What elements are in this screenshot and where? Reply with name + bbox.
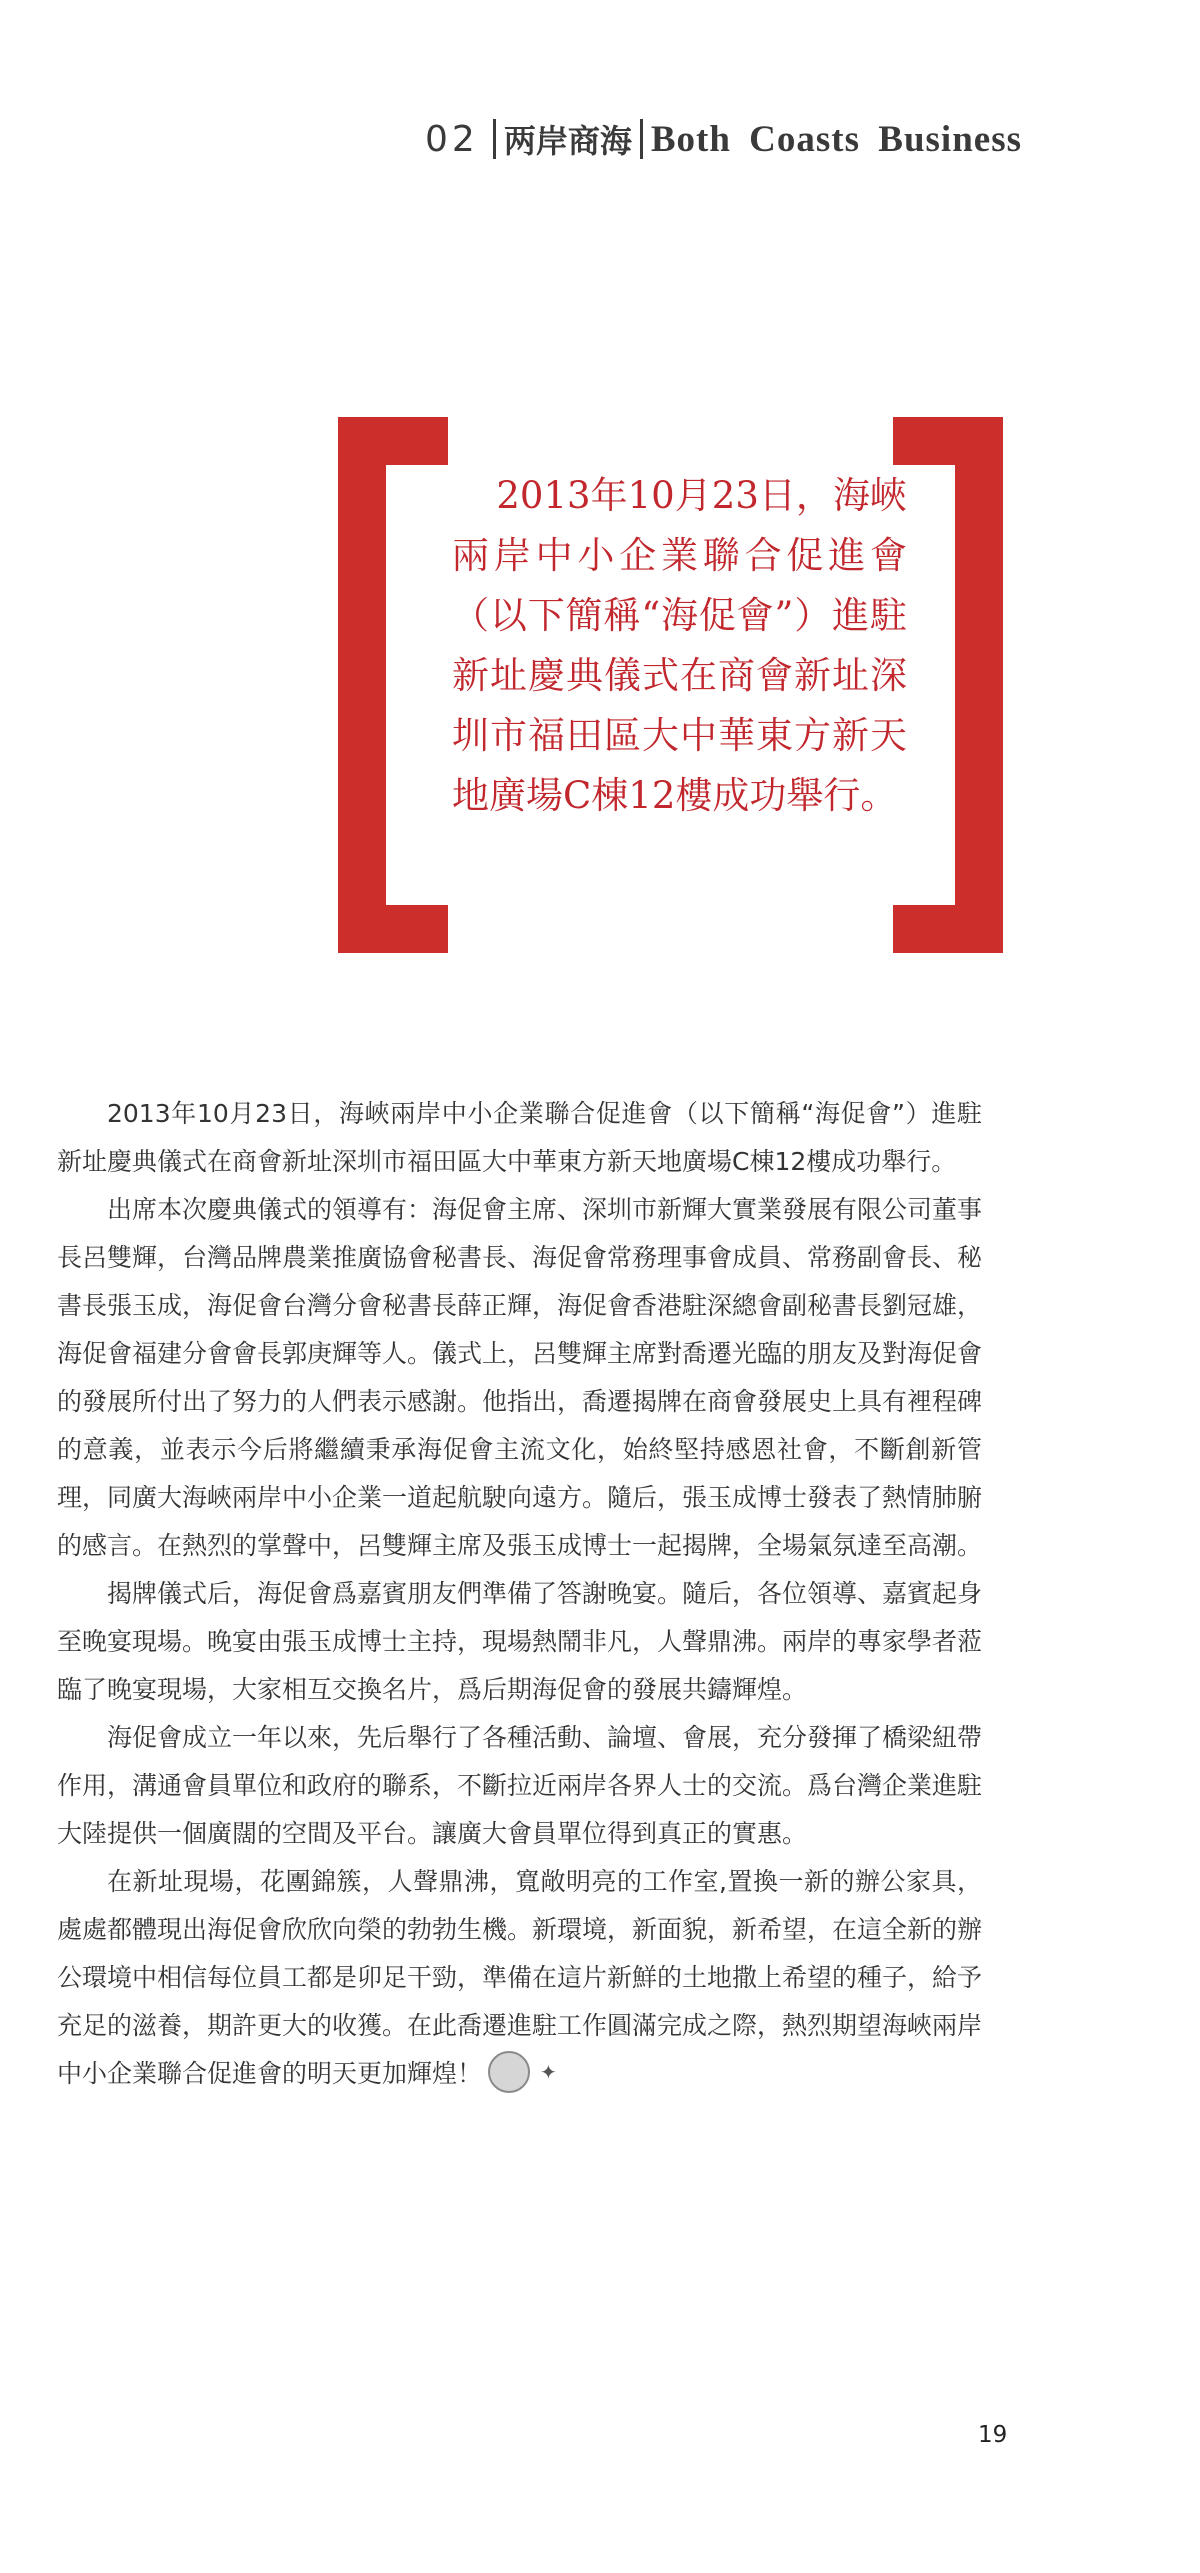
article-paragraph-last	[57, 1858, 982, 2098]
header-divider	[493, 119, 496, 159]
article-paragraph: 2013年10月23日，海峽兩岸中小企業聯合促進會（以下簡稱“海促會”）進駐新址慶典儀式在商會新址深圳市福田區大中華東方新天地廣場C棟12樓成功舉行。	[57, 1099, 982, 1176]
article-paragraph: 出席本次慶典儀式的領導有：海促會主席、深圳市新輝大實業發展有限公司董事長呂雙輝，台灣品牌農業推廣協會秘書長、海促會常務理事會成員、常務副會長、秘書長張玉成，海促會台灣分會秘書長薛正輝，海促會香港駐深總會副秘書長劉冠雄，海促會福建分會會長郭庚輝等人。儀式上，呂雙輝主席對喬遷光臨的朋友及對海促會的發展所付出了努力的人們表示感謝。他指出，喬遷揭牌在商會發展史上具有裡程碑的意義，並表示今后將繼續秉承海促會主流文化，始終堅持感恩社會，不斷創新管理，同廣大海峽兩岸中小企業一道起航駛向遠方。隨后，張玉成博士發表了熱情肺腑的感言。在熱烈的掌聲中，呂雙輝主席及張玉成博士一起揭牌，全場氣氛達至高潮。	[57, 1195, 983, 1560]
article-paragraph: 揭牌儀式后，海促會爲嘉賓朋友們準備了答謝晚宴。隨后，各位領導、嘉賓起身至晚宴現場。晚宴由張玉成博士主持，現場熱鬧非凡，人聲鼎沸。兩岸的專家學者蒞臨了晚宴現場，大家相互交換名片，爲后期海促會的發展共鑄輝煌。	[57, 1579, 983, 1704]
left-bracket-decoration	[338, 417, 448, 953]
section-number: 02	[425, 118, 479, 160]
section-title-en: Both Coasts Business	[650, 118, 1022, 160]
section-header	[425, 116, 1022, 162]
right-bracket-decoration	[893, 417, 1003, 953]
pull-quote: 2013年10月23日，海峽兩岸中小企業聯合促進會（以下簡稱“海促會”）進駐新址慶典儀式在商會新址深圳市福田區大中華東方新天地廣場C棟12樓成功舉行。	[452, 474, 907, 817]
article-body	[57, 1090, 982, 2098]
article-paragraph-text: 在新址現場，花團錦簇，人聲鼎沸，寬敞明亮的工作室,置換一新的辦公家具，處處都體現出海促會欣欣向榮的勃勃生機。新環境，新面貌，新希望，在這全新的辦公環境中相信每位員工都是卯足干勁，準備在這片新鮮的土地撒上希望的種子，給予充足的滋養，期許更大的收獲。在此喬遷進駐工作圓滿完成之際，熱烈期望海峽兩岸中小企業聯合促進會的明天更加輝煌！	[57, 1867, 983, 2088]
header-divider	[640, 119, 643, 159]
article-paragraph: 海促會成立一年以來，先后舉行了各種活動、論壇、會展，充分發揮了橋梁紐帶作用，溝通會員單位和政府的聯系，不斷拉近兩岸各界人士的交流。爲台灣企業進駐大陸提供一個廣闊的空間及平台。讓廣大會員單位得到真正的實惠。	[57, 1723, 983, 1848]
association-emblem-icon: ✦	[488, 2051, 530, 2093]
section-title-cn: 两岸商海	[503, 122, 632, 160]
page-number: 19	[978, 2422, 1008, 2448]
